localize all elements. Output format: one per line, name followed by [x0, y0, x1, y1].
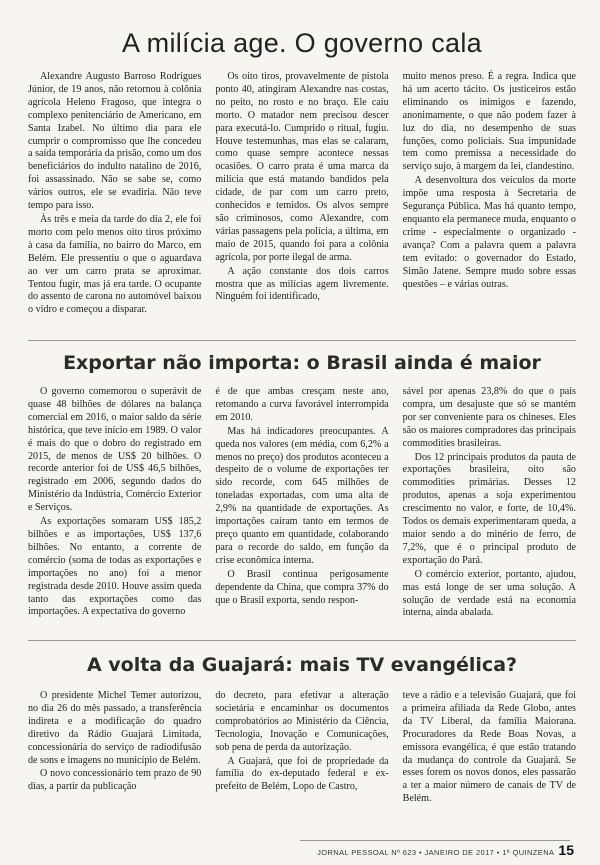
paragraph: O comércio exterior, portanto, ajudou, mas está longe de ser uma solução. A solução de verdade está na economia interna, ainda abalada. — [402, 568, 576, 619]
paragraph: A Guajará, que foi de propriedade da família do ex-deputado federal e ex-prefeito de Belém, Lopo de Castro, — [215, 755, 389, 793]
page-number: 15 — [558, 842, 574, 858]
text-column-3 — [403, 690, 576, 806]
paragraph: Às três e meia da tarde do dia 2, ele foi morto com pelo menos oito tiros próximo à casa da família, no bairro do Marco, em Belém. Ele pressentiu o que o aguardava ao ver um carro prata se aproximar. Tentou fugir, mas já era tarde. O ocupante do assento de carona no automóvel baixou o vidro e começou a disparar. — [28, 213, 202, 316]
article-exportar — [28, 352, 576, 620]
text-column-3 — [403, 386, 576, 620]
paragraph: Os oito tiros, provavelmente de pistola ponto 40, atingiram Alexandre nas costas, no peito, no rosto e no braço. Ele caiu morto. O matador nem precisou descer para executá-lo. Cumprido o ritual, fugiu. Houve testemunhas, mas elas se calaram, como quase sempre acontece nessas ocasiões. O carro prata é uma marca da milícia que está matando bandidos pela cidade, de par com um carro preto, conhecidos e temidos. Os alvos sempre são criminosos, como Alexandre, com várias passagens pela polícia, a última, em maio de 2015, quando foi para a colônia agrícola, por porte ilegal de arma. — [215, 71, 389, 263]
article-columns — [28, 71, 576, 317]
paragraph: O governo comemorou o superávit de quase 48 bilhões de dólares na balança comercial em 2016, o maior saldo da série histórica, que teve início em 1989. O valor é mais do que o dobro do registrado em 2015, de menos de US$ 20 bilhões. O recorde anterior foi de US$ 46,5 bilhões, registrado em 2006, segundo dados do Ministério da Indústria, Comércio Exterior e Serviços. — [28, 386, 202, 514]
text-column-1 — [28, 690, 201, 806]
footer-rule — [300, 840, 570, 841]
text-column-2 — [215, 71, 388, 317]
article-headline: A milícia age. O governo cala — [122, 28, 482, 58]
paragraph: teve a rádio e a televisão Guajará, que foi a primeira afiliada da Rede Globo, antes da TV Liberal, da família Maiorana. Procuradores da Rede Boas Novas, a emissora evangélica, é que estão tratando da mudança do controle da Guajará. Se esses forem os novos donos, eles passarão a ter a maior número de canais de TV de Belém. — [402, 690, 576, 805]
article-headline: Exportar não importa: o Brasil ainda é maior — [63, 352, 541, 374]
paragraph: do decreto, para efetivar a alteração societária e encaminhar os documentos comprobatórios ao Ministério da Ciência, Tecnologia, Inovação e Comunicações, sob pena de perda da autorização. — [215, 690, 389, 753]
text-column-2 — [215, 690, 388, 806]
paragraph: A desenvoltura dos veículos da morte impõe uma resposta à Secretaria de Segurança Pública. Mas há quanto tempo, enquanto ela permanece muda, enquanto o crime - especialmente o organizado - avança? Com a palavra quem a palavra tem evitado: o governador do Estado, Simão Jatene. Sempre mudo sobre essas questões – e várias outras. — [402, 175, 576, 290]
paragraph: sável por apenas 23,8% do que o país compra, um desajuste que só se mantém por ser conveniente para os chineses. Eles são os maiores compradores das principais commodities brasileiras. — [402, 386, 576, 449]
paragraph: O presidente Michel Temer autorizou, no dia 26 do mês passado, a transferência indireta e a modificação do quadro diretivo da Rádio Guajará Limitada, concessionária do serviço de radiodifusão de sons e imagens no município de Belém. — [28, 690, 202, 766]
article-columns — [28, 386, 576, 620]
paragraph: O Brasil continua perigosamente dependente da China, que compra 37% do que o Brasil exporta, sendo respon- — [215, 568, 389, 606]
paragraph: As exportações somaram US$ 185,2 bilhões e as importações, US$ 137,6 bilhões. No entanto, a corrente de comércio (soma de todas as exportações e importações no ano) foi a menor registrada desde 2010. Houve assim queda tanto das exportações como das importações. A expectativa do governo — [28, 516, 202, 618]
article-milicia — [28, 28, 576, 317]
section-divider — [28, 640, 576, 641]
footer-publication-info: JORNAL PESSOAL Nº 623 • JANEIRO DE 2017 • 1ª QUINZENA — [317, 848, 555, 857]
section-divider — [28, 340, 576, 341]
article-headline: A volta da Guajará: mais TV evangélica? — [86, 654, 518, 676]
paragraph: muito menos preso. É a regra. Indica que há um acerto tácito. Os justiceiros estão eliminando os inimigos e fazendo, anonimamente, o que não podem fazer à luz do dia, no desempenho de suas funções, como policiais. Sua impunidade tem como premissa a necessidade do serviço sujo, à margem da lei, clandestino. — [402, 71, 576, 173]
article-columns — [28, 690, 576, 806]
paragraph: Alexandre Augusto Barroso Rodrigues Júnior, de 19 anos, não retornou à colônia agrícola Heleno Fragoso, que integra o complexo penitenciário de Americano, em Santa Izabel. No último dia para ele cumprir o compromisso que lhe concedeu a saída temporária da prisão, como um dos beneficiários do indulto natalino de 2016, foi assassinado. Não se sabe se, como vários outros, ele se evadiria. Não teve tempo para isso. — [28, 71, 202, 212]
text-column-3 — [403, 71, 576, 317]
paragraph: Mas há indicadores preocupantes. A queda nos valores (em média, com 6,2% a menos no preço) dos produtos aconteceu a despeito de o volume de exportações ter sido recorde, com 645 milhões de toneladas exportadas, com uma alta de 2,9% na quantidade de exportações. As importações caíram tanto em termos de preço quanto em quantidade, colaborando para o recorde do saldo, em função da crise econômica interna. — [215, 425, 389, 566]
article-guajara — [28, 654, 576, 806]
paragraph: O novo concessionário tem prazo de 90 dias, a partir da publicação — [28, 768, 202, 793]
text-column-1 — [28, 386, 201, 620]
page-footer — [317, 842, 574, 858]
text-column-2 — [215, 386, 388, 620]
paragraph: A ação constante dos dois carros mostra que as milícias agem livremente. Ninguém foi identificado, — [215, 265, 389, 303]
text-column-1 — [28, 71, 201, 317]
paragraph: Dos 12 principais produtos da pauta de exportações brasileira, oito são commodities primárias. Desses 12 produtos, apenas a soja experimentou crescimento no valor, e forte, de 10,4%. Todos os demais experimentaram queda, a maior sendo a do minério de ferro, de 7,2%, que é o principal produto de exportação do Pará. — [402, 451, 576, 566]
paragraph: é de que ambas cresçam neste ano, retomando a curva favorável interrompida em 2010. — [215, 386, 389, 423]
